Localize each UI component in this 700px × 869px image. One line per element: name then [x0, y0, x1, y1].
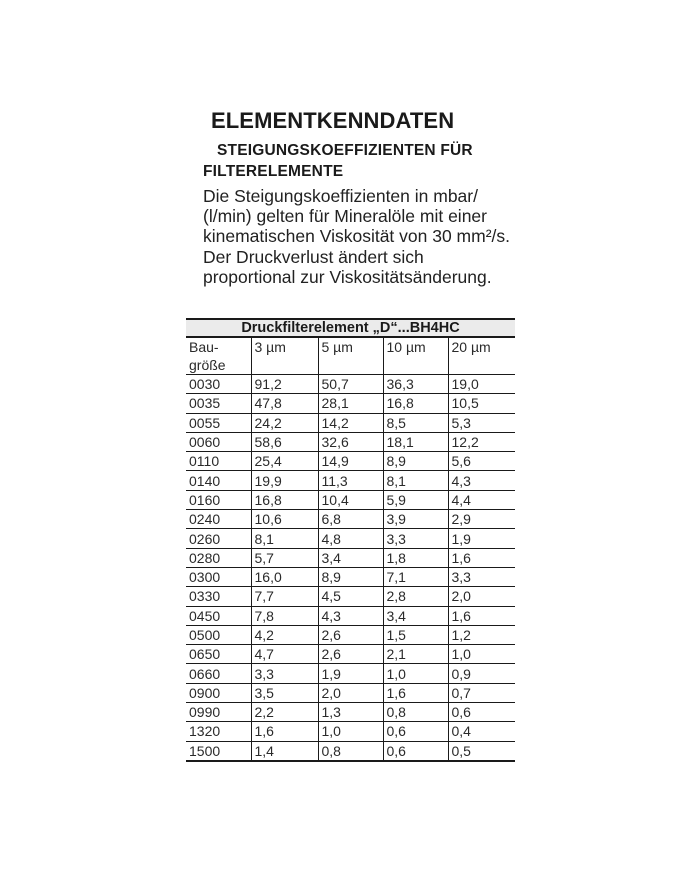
table-row: [186, 567, 515, 586]
coefficient-table: [186, 318, 515, 762]
coefficient-cell: 47,8: [251, 394, 318, 413]
coefficient-cell: 58,6: [251, 432, 318, 451]
coefficient-cell: 10,4: [318, 490, 383, 509]
coefficient-cell: 19,9: [251, 471, 318, 490]
coefficient-cell: 16,8: [383, 394, 448, 413]
coefficient-cell: 3,5: [251, 683, 318, 702]
size-cell: 0300: [186, 567, 251, 586]
coefficient-cell: 0,6: [448, 703, 515, 722]
coefficient-cell: 1,0: [448, 645, 515, 664]
coefficient-cell: 8,1: [383, 471, 448, 490]
coefficient-cell: 2,6: [318, 625, 383, 644]
table-row: [186, 510, 515, 529]
size-cell: 0650: [186, 645, 251, 664]
table-row: [186, 625, 515, 644]
size-cell: 0280: [186, 548, 251, 567]
size-cell: 0450: [186, 606, 251, 625]
coefficient-cell: 1,9: [318, 664, 383, 683]
table-row: [186, 741, 515, 761]
table-row: [186, 413, 515, 432]
coefficient-cell: 18,1: [383, 432, 448, 451]
size-cell: 0035: [186, 394, 251, 413]
coefficient-cell: 8,5: [383, 413, 448, 432]
table-row: [186, 375, 515, 394]
coefficient-cell: 2,1: [383, 645, 448, 664]
coefficient-cell: 3,4: [383, 606, 448, 625]
coefficient-cell: 2,8: [383, 587, 448, 606]
coefficient-cell: 12,2: [448, 432, 515, 451]
description-paragraph: Die Steigungskoeffizienten in mbar/ (l/min) gelten für Mineralöle mit einer kinematischen Viskosität von 30 mm²/s. Der Druckverlust ändert sich proportional zur Viskositätsänderung.: [203, 186, 511, 287]
coefficient-cell: 2,6: [318, 645, 383, 664]
coefficient-cell: 1,6: [448, 548, 515, 567]
coefficient-cell: 11,3: [318, 471, 383, 490]
coefficient-cell: 3,3: [448, 567, 515, 586]
size-cell: 0160: [186, 490, 251, 509]
table-title: Druckfilterelement „D“...BH4HC: [186, 319, 515, 337]
table-row: [186, 490, 515, 509]
coefficient-cell: 4,3: [448, 471, 515, 490]
size-cell: 0660: [186, 664, 251, 683]
table-row: [186, 606, 515, 625]
coefficient-cell: 1,8: [383, 548, 448, 567]
coefficient-cell: 7,1: [383, 567, 448, 586]
column-header-size: Bau- größe: [186, 337, 251, 375]
table-row: [186, 645, 515, 664]
coefficient-cell: 0,6: [383, 741, 448, 761]
coefficient-cell: 28,1: [318, 394, 383, 413]
table-title-row: [186, 319, 515, 337]
table-row: [186, 432, 515, 451]
coefficient-cell: 4,5: [318, 587, 383, 606]
section-subtitle: STEIGUNGSKOEFFIZIENTEN FÜR FILTERELEMENTE: [203, 142, 473, 180]
coefficient-cell: 0,8: [318, 741, 383, 761]
coefficient-cell: 1,3: [318, 703, 383, 722]
table-row: [186, 683, 515, 702]
coefficient-cell: 1,6: [448, 606, 515, 625]
coefficient-cell: 0,6: [383, 722, 448, 741]
coefficient-cell: 4,2: [251, 625, 318, 644]
coefficient-cell: 5,7: [251, 548, 318, 567]
coefficient-cell: 50,7: [318, 375, 383, 394]
coefficient-cell: 1,4: [251, 741, 318, 761]
size-cell: 0140: [186, 471, 251, 490]
coefficient-cell: 1,5: [383, 625, 448, 644]
table-row: [186, 548, 515, 567]
table-row: [186, 587, 515, 606]
coefficient-cell: 4,8: [318, 529, 383, 548]
size-cell: 0240: [186, 510, 251, 529]
coefficient-cell: 91,2: [251, 375, 318, 394]
coefficient-cell: 2,2: [251, 703, 318, 722]
coefficient-cell: 0,8: [383, 703, 448, 722]
coefficient-cell: 0,4: [448, 722, 515, 741]
coefficient-cell: 1,9: [448, 529, 515, 548]
size-cell: 0110: [186, 452, 251, 471]
coefficient-cell: 1,0: [383, 664, 448, 683]
column-header-filter-rating: 20 µm: [448, 337, 515, 375]
coefficient-cell: 2,0: [318, 683, 383, 702]
table-row: [186, 394, 515, 413]
coefficient-cell: 0,7: [448, 683, 515, 702]
coefficient-cell: 19,0: [448, 375, 515, 394]
coefficient-cell: 2,0: [448, 587, 515, 606]
table-row: [186, 471, 515, 490]
coefficient-table-container: [186, 318, 515, 762]
coefficient-cell: 4,4: [448, 490, 515, 509]
size-cell: 1500: [186, 741, 251, 761]
coefficient-cell: 5,9: [383, 490, 448, 509]
size-cell: 0900: [186, 683, 251, 702]
coefficient-cell: 5,3: [448, 413, 515, 432]
size-cell: 0330: [186, 587, 251, 606]
size-cell: 0055: [186, 413, 251, 432]
coefficient-cell: 10,5: [448, 394, 515, 413]
table-row: [186, 664, 515, 683]
table-row: [186, 722, 515, 741]
size-cell: 0500: [186, 625, 251, 644]
table-header-row: [186, 337, 515, 375]
coefficient-cell: 1,2: [448, 625, 515, 644]
coefficient-cell: 0,9: [448, 664, 515, 683]
coefficient-cell: 5,6: [448, 452, 515, 471]
coefficient-cell: 3,9: [383, 510, 448, 529]
coefficient-cell: 6,8: [318, 510, 383, 529]
table-body: [186, 375, 515, 761]
size-cell: 0990: [186, 703, 251, 722]
coefficient-cell: 3,4: [318, 548, 383, 567]
size-cell: 0030: [186, 375, 251, 394]
table-row: [186, 452, 515, 471]
coefficient-cell: 16,0: [251, 567, 318, 586]
table-row: [186, 529, 515, 548]
coefficient-cell: 0,5: [448, 741, 515, 761]
coefficient-cell: 36,3: [383, 375, 448, 394]
coefficient-cell: 24,2: [251, 413, 318, 432]
coefficient-cell: 3,3: [251, 664, 318, 683]
coefficient-cell: 1,6: [251, 722, 318, 741]
column-header-filter-rating: 5 µm: [318, 337, 383, 375]
coefficient-cell: 8,9: [383, 452, 448, 471]
coefficient-cell: 3,3: [383, 529, 448, 548]
coefficient-cell: 10,6: [251, 510, 318, 529]
coefficient-cell: 1,0: [318, 722, 383, 741]
column-header-filter-rating: 3 µm: [251, 337, 318, 375]
size-cell: 0260: [186, 529, 251, 548]
coefficient-cell: 4,3: [318, 606, 383, 625]
coefficient-cell: 14,9: [318, 452, 383, 471]
coefficient-cell: 4,7: [251, 645, 318, 664]
table-row: [186, 703, 515, 722]
column-header-filter-rating: 10 µm: [383, 337, 448, 375]
coefficient-cell: 7,7: [251, 587, 318, 606]
coefficient-cell: 8,1: [251, 529, 318, 548]
coefficient-cell: 25,4: [251, 452, 318, 471]
coefficient-cell: 8,9: [318, 567, 383, 586]
size-cell: 0060: [186, 432, 251, 451]
coefficient-cell: 2,9: [448, 510, 515, 529]
coefficient-cell: 14,2: [318, 413, 383, 432]
size-cell: 1320: [186, 722, 251, 741]
coefficient-cell: 32,6: [318, 432, 383, 451]
coefficient-cell: 16,8: [251, 490, 318, 509]
page-title: ELEMENTKENNDATEN: [211, 108, 455, 133]
coefficient-cell: 1,6: [383, 683, 448, 702]
coefficient-cell: 7,8: [251, 606, 318, 625]
